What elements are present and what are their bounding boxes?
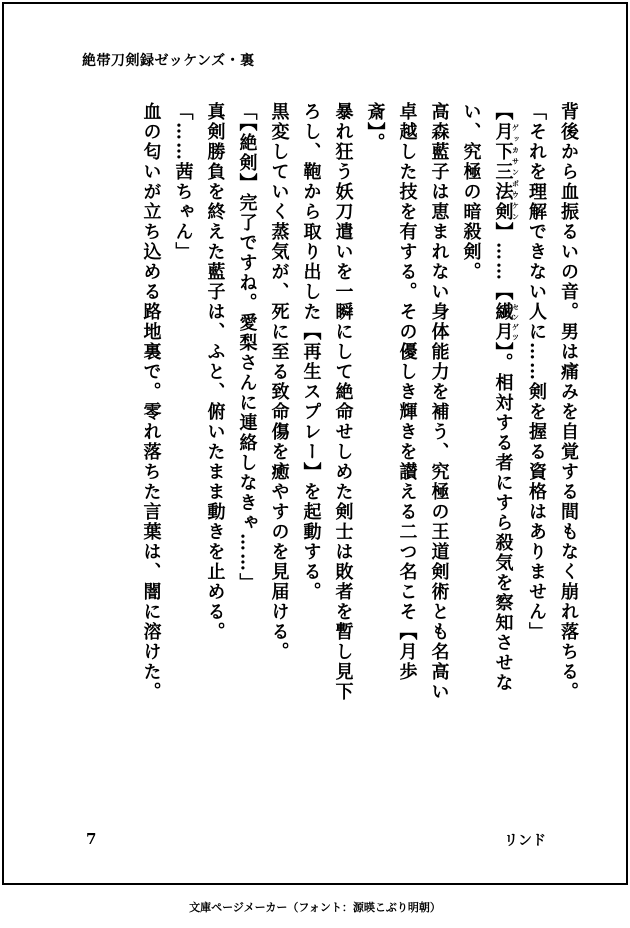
paragraph-4: 高森藍子は恵まれない身体能力を補う、究極の王道剣術とも名高い卓越した技を有する。その優しき輝きを讃える二つ名こそ【月歩斎】。	[364, 102, 450, 702]
ruby-sengetsu: 繊月センゲツ	[492, 302, 521, 342]
book-title: 絶帯刀剣録ゼッケンズ・裏	[82, 53, 255, 69]
page-number: 7	[86, 830, 97, 848]
book-page	[2, 2, 628, 885]
paragraph-1: 背後から血振るいの音。男は痛みを自覚する間もなく崩れ落ちる。	[558, 102, 579, 702]
paragraph-5: 暴れ狂う妖刀遣いを一瞬にして絶命せしめた剣士は敗者を暫し見下ろし、鞄から取り出した【再生スプレー】を起動する。	[300, 102, 354, 702]
paragraph-3: 【月下三法剣ゲッカサンポウケン】……【繊月センゲツ】。相対する者にすら殺気を察知させない、究極の暗殺剣。	[460, 102, 521, 693]
paragraph-9: 「……茜ちゃん」	[172, 102, 194, 262]
paragraph-10: 血の匂いが立ち込める路地裏で。零れ落ちた言葉は、闇に溶けた。	[140, 102, 162, 702]
author-name: リンド	[504, 833, 546, 849]
credit-line: 文庫ページメーカー（フォント：源暎こぶり明朝）	[189, 901, 441, 914]
ruby-gekka-sanpouken: 月下三法剣ゲッカサンポウケン	[492, 122, 521, 222]
vertical-body-text	[134, 102, 584, 702]
paragraph-7: 「【絶剣】完了ですね。愛梨さんに連絡しなきゃ……」	[236, 102, 258, 593]
paragraph-2: 「それを理解できない人に……剣を握る資格はありません」	[526, 102, 547, 642]
paragraph-6: 黒変していく蒸気が、死に至る致命傷を癒やすのを見届ける。	[268, 102, 290, 662]
paragraph-8: 真剣勝負を終えた藍子は、ふと、俯いたまま動きを止める。	[204, 102, 226, 642]
